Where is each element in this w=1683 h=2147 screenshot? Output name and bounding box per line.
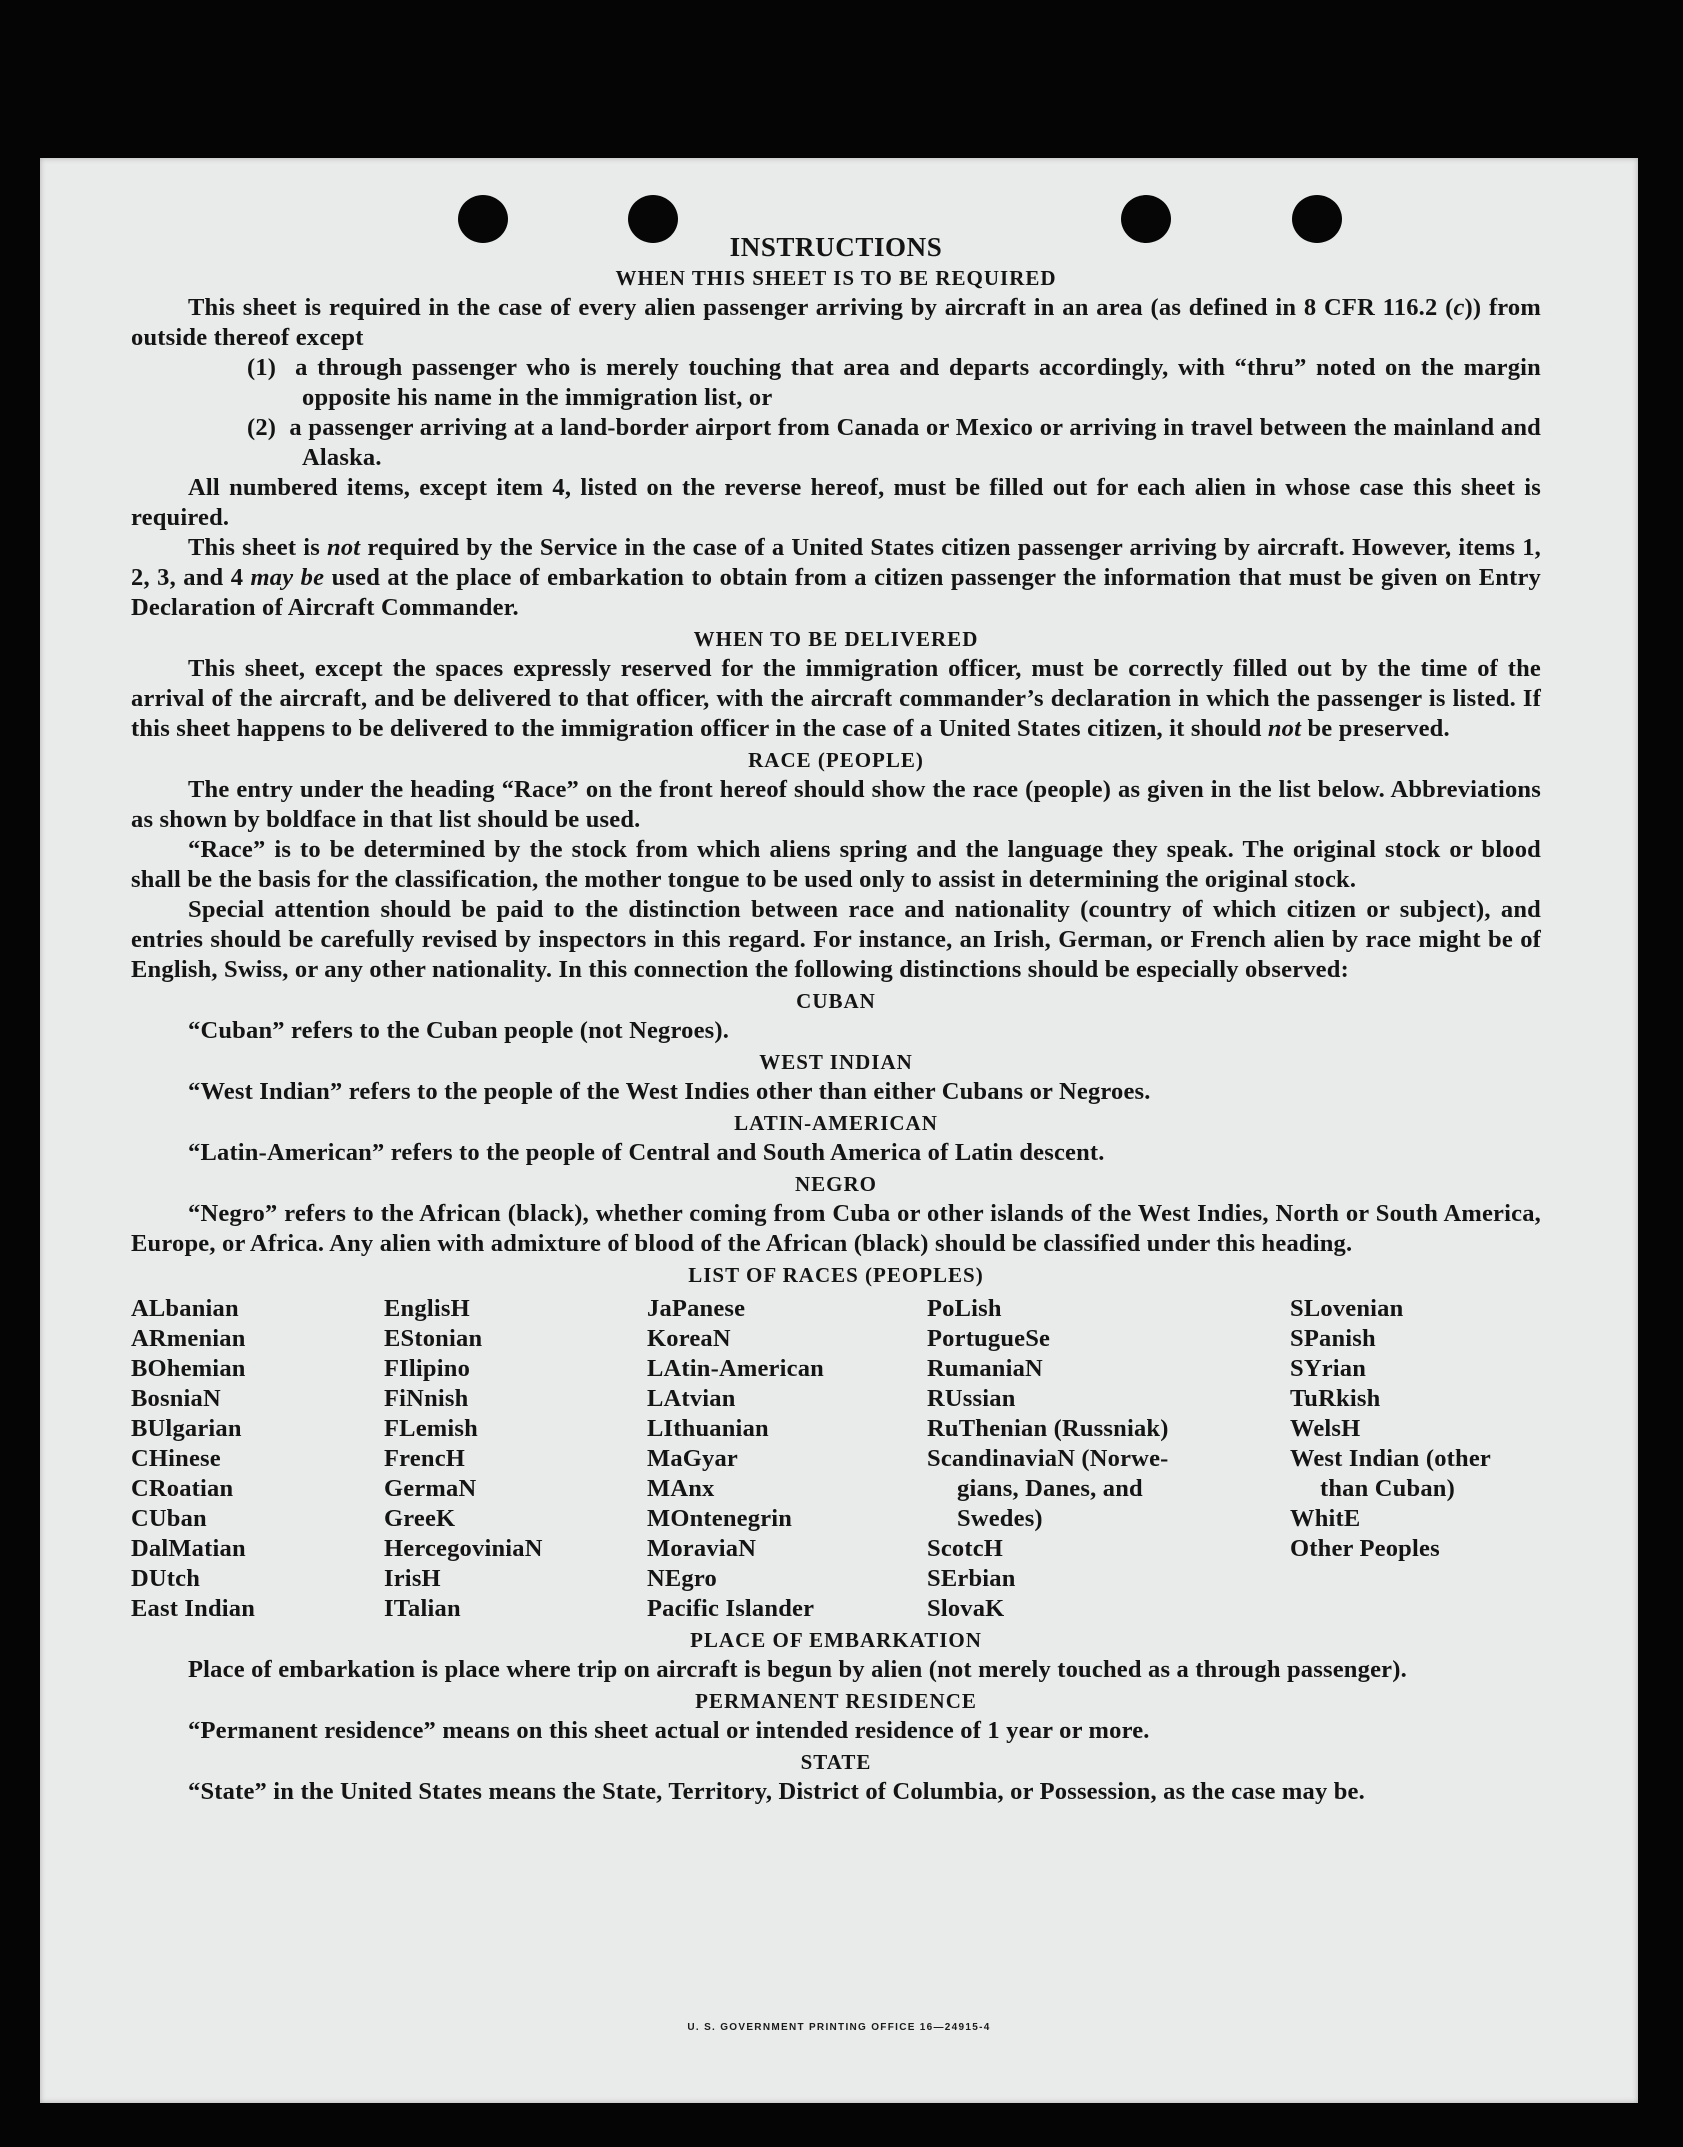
page-title: INSTRUCTIONS bbox=[729, 232, 943, 262]
paragraph: “Latin-American” refers to the people of Central and South America of Latin descent. bbox=[188, 1139, 1105, 1166]
list-item: (2) a passenger arriving at a land-border airport from Canada or Mexico or arriving in travel between the mainland and Alaska. bbox=[247, 414, 1541, 471]
section-heading-residence: PERMANENT RESIDENCE bbox=[695, 1689, 977, 1713]
race-item: RUssian bbox=[927, 1385, 1016, 1412]
paragraph: All numbered items, except item 4, listed on the reverse hereof, must be filled out for each alien in whose case this sheet is required. bbox=[131, 474, 1541, 531]
paragraph: The entry under the heading “Race” on the front hereof should show the race (people) as given in the list below. Abbreviations as shown by boldface in that list should be used. bbox=[131, 776, 1541, 833]
section-heading-required: WHEN THIS SHEET IS TO BE REQUIRED bbox=[615, 266, 1057, 290]
paragraph: “Permanent residence” means on this sheet actual or intended residence of 1 year or more. bbox=[188, 1717, 1150, 1744]
race-item: SPanish bbox=[1290, 1325, 1376, 1352]
race-item: FIlipino bbox=[384, 1355, 471, 1382]
race-item: JaPanese bbox=[647, 1295, 746, 1322]
race-item: MaGyar bbox=[647, 1445, 739, 1472]
race-item: Other Peoples bbox=[1290, 1535, 1440, 1562]
race-item: West Indian (other bbox=[1290, 1445, 1491, 1472]
paragraph: This sheet is not required by the Service in the case of a United States citizen passenger arriving by aircraft. However, items 1, 2, 3, and 4 may be used at the place of embarkation to obtain from a citizen passenger the information that must be given on Entry Declaration of Aircraft Commander. bbox=[131, 534, 1541, 621]
race-item-continuation: than Cuban) bbox=[1320, 1475, 1455, 1502]
race-item: EStonian bbox=[384, 1325, 483, 1352]
race-item: TuRkish bbox=[1290, 1385, 1381, 1412]
printer-imprint: U. S. GOVERNMENT PRINTING OFFICE 16—24915-4 bbox=[687, 2022, 991, 2033]
race-item: PoLish bbox=[927, 1295, 1002, 1322]
race-item: BUlgarian bbox=[131, 1415, 242, 1442]
race-item: GermaN bbox=[384, 1475, 477, 1502]
races-list bbox=[131, 1294, 1541, 1624]
race-item: HercegoviniaN bbox=[384, 1535, 543, 1562]
race-item: WhitE bbox=[1290, 1505, 1361, 1532]
race-item-continuation: gians, Danes, and bbox=[957, 1475, 1143, 1502]
paragraph: Special attention should be paid to the distinction between race and nationality (country of which citizen or subject), and entries should be carefully revised by inspectors in this regard. For instance, an Irish, German, or French alien by race might be of English, Swiss, or any other nationality. In this connection the following distinctions should be especially observed: bbox=[131, 896, 1541, 983]
race-item: CRoatian bbox=[131, 1475, 234, 1502]
race-item: ARmenian bbox=[131, 1325, 246, 1352]
race-item: KoreaN bbox=[647, 1325, 731, 1352]
race-item: WelsH bbox=[1290, 1415, 1361, 1442]
race-item: ALbanian bbox=[131, 1295, 239, 1322]
section-heading-embarkation: PLACE OF EMBARKATION bbox=[690, 1628, 982, 1652]
race-item: FrencH bbox=[384, 1445, 466, 1472]
section-heading-latin-american: LATIN-AMERICAN bbox=[734, 1111, 938, 1135]
section-heading-race: RACE (PEOPLE) bbox=[748, 748, 924, 772]
section-heading-delivered: WHEN TO BE DELIVERED bbox=[693, 627, 979, 651]
race-item: Pacific Islander bbox=[647, 1595, 815, 1622]
races-column bbox=[384, 1294, 647, 1624]
race-item: RuThenian (Russniak) bbox=[927, 1415, 1169, 1442]
race-item: IrisH bbox=[384, 1565, 441, 1592]
races-column bbox=[927, 1294, 1290, 1624]
paragraph: “State” in the United States means the State, Territory, District of Columbia, or Possession, as the case may be. bbox=[188, 1778, 1365, 1805]
race-item: SErbian bbox=[927, 1565, 1016, 1592]
paragraph: “Cuban” refers to the Cuban people (not Negroes). bbox=[188, 1017, 730, 1044]
races-column bbox=[647, 1294, 927, 1624]
section-heading-state: STATE bbox=[800, 1750, 872, 1774]
paragraph: Place of embarkation is place where trip on aircraft is begun by alien (not merely touched as a through passenger). bbox=[188, 1656, 1407, 1683]
race-item: ScandinaviaN (Norwe- bbox=[927, 1445, 1169, 1472]
race-item: FiNnish bbox=[384, 1385, 469, 1412]
race-item: SYrian bbox=[1290, 1355, 1367, 1382]
race-item: CHinese bbox=[131, 1445, 221, 1472]
race-item: ITalian bbox=[384, 1595, 461, 1622]
races-column bbox=[1290, 1294, 1541, 1624]
race-item: MAnx bbox=[647, 1475, 715, 1502]
race-item: EnglisH bbox=[384, 1295, 470, 1322]
race-item: CUban bbox=[131, 1505, 207, 1532]
race-item: DalMatian bbox=[131, 1535, 246, 1562]
section-heading-negro: NEGRO bbox=[794, 1172, 877, 1196]
section-heading-west-indian: WEST INDIAN bbox=[759, 1050, 913, 1074]
race-item: BOhemian bbox=[131, 1355, 246, 1382]
paragraph: This sheet, except the spaces expressly reserved for the immigration officer, must be correctly filled out by the time of the arrival of the aircraft, and be delivered to that officer, with the aircraft commander’s declaration in which the passenger is listed. If this sheet happens to be delivered to the immigration officer in the case of a United States citizen, it should not be preserved. bbox=[131, 655, 1541, 742]
paragraph: “Race” is to be determined by the stock from which aliens spring and the language they speak. The original stock or blood shall be the basis for the classification, the mother tongue to be used only to assist in determining the original stock. bbox=[131, 836, 1541, 893]
section-heading-cuban: CUBAN bbox=[796, 989, 876, 1013]
race-item: NEgro bbox=[647, 1565, 717, 1592]
section-heading-races-list: LIST OF RACES (PEOPLES) bbox=[688, 1263, 984, 1287]
race-item: SLovenian bbox=[1290, 1295, 1404, 1322]
race-item: LAtin-American bbox=[647, 1355, 824, 1382]
race-item: SlovaK bbox=[927, 1595, 1005, 1622]
race-item: GreeK bbox=[384, 1505, 456, 1532]
race-item: East Indian bbox=[131, 1595, 256, 1622]
race-item: ScotcH bbox=[927, 1535, 1004, 1562]
race-item: MOntenegrin bbox=[647, 1505, 793, 1532]
races-column bbox=[131, 1294, 384, 1624]
list-item: (1) a through passenger who is merely touching that area and departs accordingly, with “thru” noted on the margin opposite his name in the immigration list, or bbox=[247, 354, 1541, 411]
paragraph: This sheet is required in the case of every alien passenger arriving by aircraft in an area (as defined in 8 CFR 116.2 (c)) from outside thereof except bbox=[131, 294, 1541, 351]
race-item: MoraviaN bbox=[647, 1535, 757, 1562]
race-item: LIthuanian bbox=[647, 1415, 769, 1442]
document-body bbox=[131, 230, 1541, 1807]
race-item: RumaniaN bbox=[927, 1355, 1043, 1382]
race-item: FLemish bbox=[384, 1415, 478, 1442]
paragraph: “Negro” refers to the African (black), whether coming from Cuba or other islands of the West Indies, North or South America, Europe, or Africa. Any alien with admixture of blood of the African (black) should be classified under this heading. bbox=[131, 1200, 1541, 1257]
race-item: DUtch bbox=[131, 1565, 201, 1592]
race-item: PortugueSe bbox=[927, 1325, 1051, 1352]
instruction-sheet bbox=[40, 158, 1638, 2103]
race-item: BosniaN bbox=[131, 1385, 221, 1412]
race-item: LAtvian bbox=[647, 1385, 736, 1412]
paragraph: “West Indian” refers to the people of the West Indies other than either Cubans or Negroes. bbox=[188, 1078, 1151, 1105]
race-item-continuation: Swedes) bbox=[957, 1505, 1043, 1532]
